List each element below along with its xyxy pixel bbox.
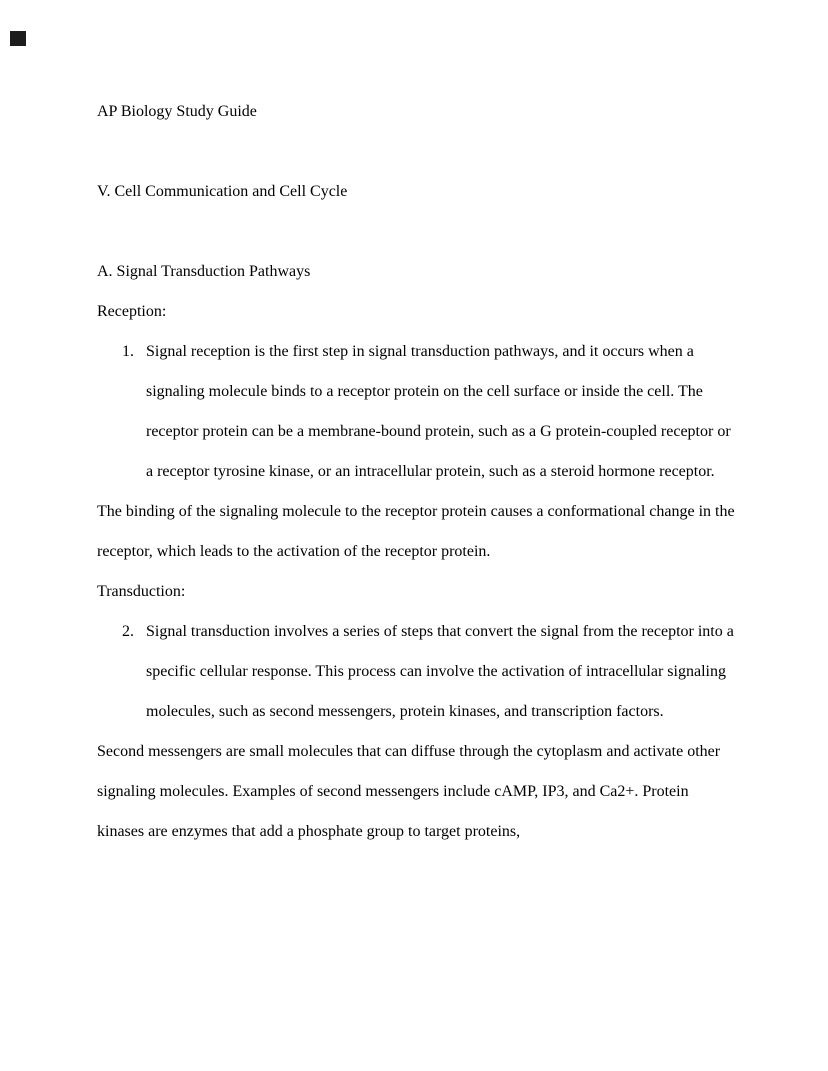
list-item-1 (97, 332, 737, 492)
blank-line (97, 212, 737, 252)
list-item-2-text: Signal transduction involves a series of steps that convert the signal from the receptor into a specific cellular response. This process can involve the activation of intracellular signaling molecules, such as second messengers, protein kinases, and transcription factors. (146, 623, 734, 720)
paragraph-messengers: Second messengers are small molecules that can diffuse through the cytoplasm and activate other signaling molecules. Examples of second messengers include cAMP, IP3, and Ca2+. Protein kinases are enzymes that add a phosphate group to target proteins, (97, 743, 721, 840)
reception-label: Reception: (97, 303, 167, 320)
list-item-2-number: 2. (122, 623, 134, 640)
transduction-label: Transduction: (97, 583, 186, 600)
list-item-1-text: Signal reception is the first step in signal transduction pathways, and it occurs when a signaling molecule binds to a receptor protein on the cell surface or inside the cell. The receptor protein can be a membrane-bound protein, such as a G protein-coupled receptor or a receptor tyrosine kinase, or an intracellular protein, such as a steroid hormone receptor. (146, 343, 731, 480)
list-item-2 (97, 612, 737, 732)
document-title: AP Biology Study Guide (97, 103, 257, 120)
list-item-1-number: 1. (122, 343, 134, 360)
section-heading: V. Cell Communication and Cell Cycle (97, 183, 348, 200)
corner-marker (10, 31, 26, 46)
subsection-heading: A. Signal Transduction Pathways (97, 263, 311, 280)
document-content (97, 92, 737, 852)
paragraph-binding: The binding of the signaling molecule to the receptor protein causes a conformational change in the receptor, which leads to the activation of the receptor protein. (97, 503, 735, 560)
blank-line (97, 132, 737, 172)
